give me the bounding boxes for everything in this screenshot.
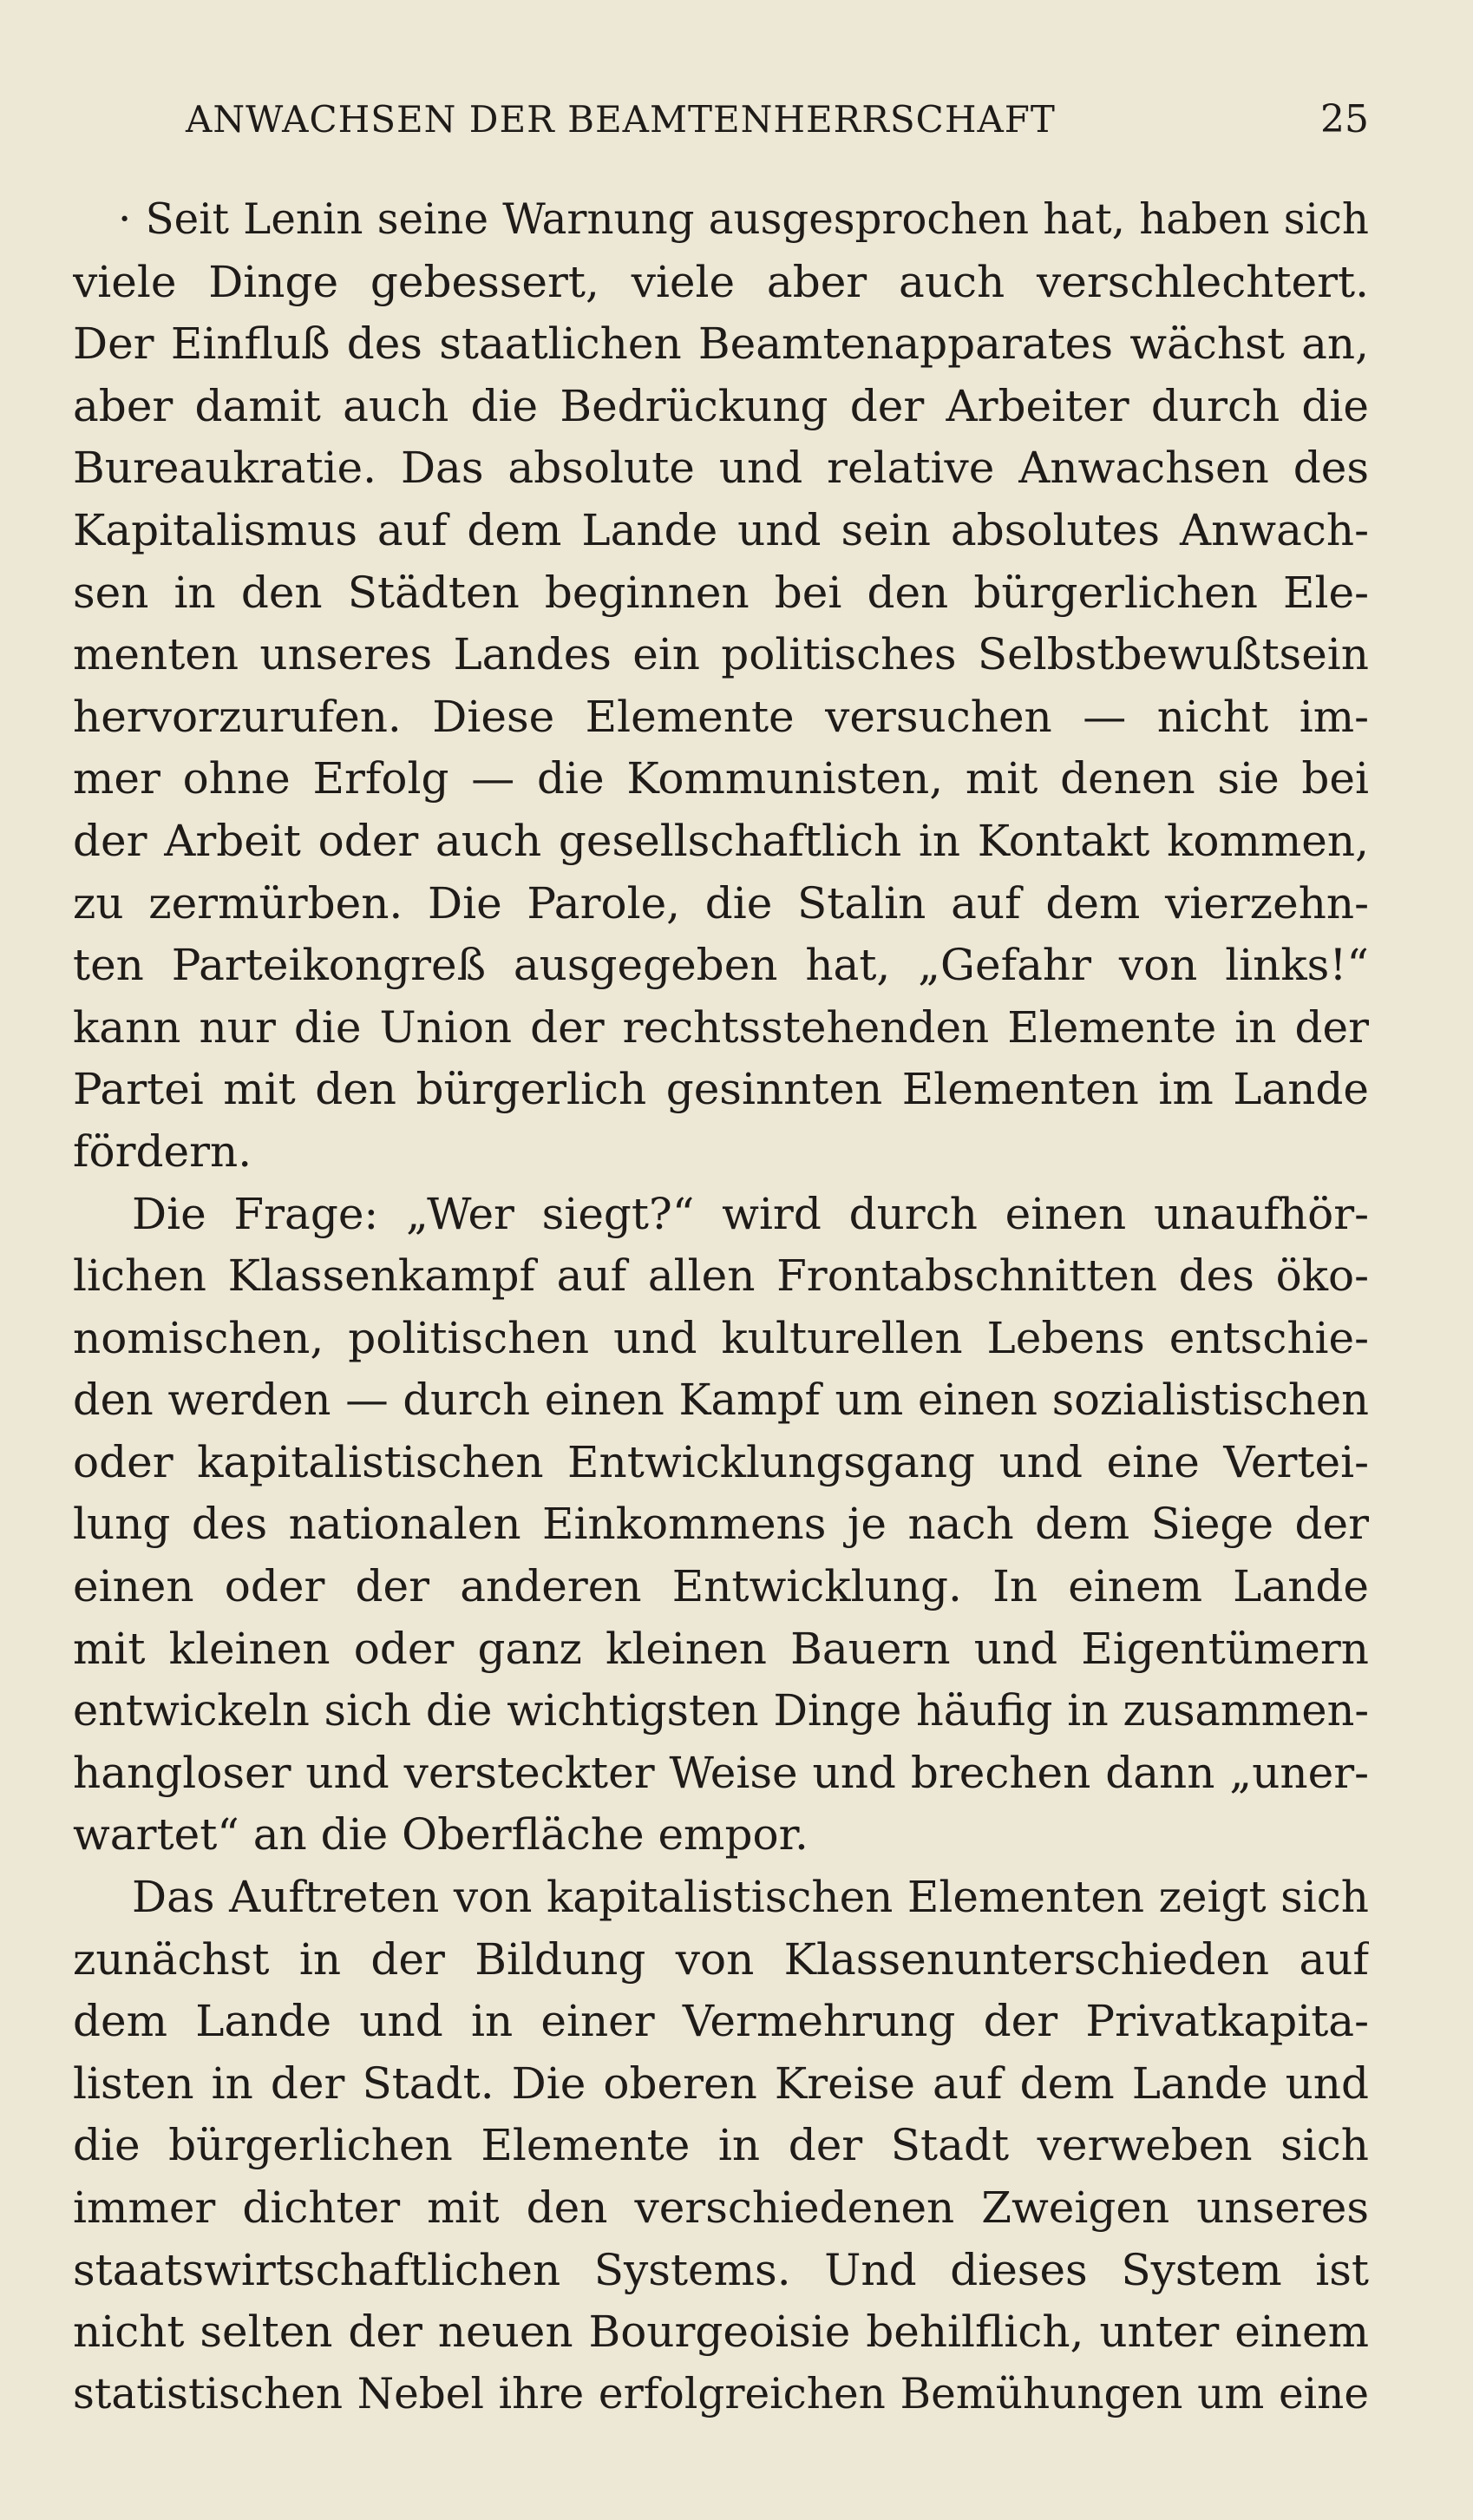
running-title: ANWACHSEN DER BEAMTENHERRSCHAFT (186, 98, 1056, 141)
text-line: der Arbeit oder auch gesellschaftlich in Kontakt kommen, (73, 815, 1369, 866)
text-line: oder kapitalistischen Entwicklungsgang und eine Vertei- (73, 1436, 1369, 1487)
body-text (73, 189, 1369, 2425)
text-line: entwickeln sich die wichtigsten Dinge häufig in zusammen- (73, 1685, 1369, 1736)
text-line: Die Frage: „Wer siegt?“ wird durch einen unaufhör- (132, 1188, 1369, 1239)
text-line: sen in den Städten beginnen bei den bürgerlichen Ele- (73, 567, 1369, 618)
text-line: staatswirtschaftlichen Systems. Und dieses System ist (73, 2244, 1369, 2295)
text-line: lung des nationalen Einkommens je nach dem Siege der (73, 1499, 1369, 1550)
text-line: Bureaukratie. Das absolute und relative Anwachsen des (73, 443, 1369, 494)
text-line: kann nur die Union der rechtsstehenden Elemente in der (73, 1001, 1369, 1053)
text-line: ten Parteikongreß ausgegeben hat, „Gefahr von links!“ (73, 940, 1369, 991)
text-line: menten unseres Landes ein politisches Selbstbewußtsein (73, 629, 1369, 680)
text-line: viele Dinge gebessert, viele aber auch verschlechtert. (73, 256, 1369, 307)
text-line: mer ohne Erfolg — die Kommunisten, mit denen sie bei (73, 753, 1369, 804)
text-line: zunächst in der Bildung von Klassenunterschieden auf (73, 1933, 1369, 1985)
text-line: · Seit Lenin seine Warnung ausgesprochen hat, haben sich (118, 195, 1369, 244)
text-line: statistischen Nebel ihre erfolgreichen Bemühungen um eine (73, 2369, 1369, 2418)
text-line: mit kleinen oder ganz kleinen Bauern und Eigentümern (73, 1623, 1369, 1674)
text-line: wartet“ an die Oberfläche empor. (73, 1809, 809, 1860)
text-line: einen oder der anderen Entwicklung. In einem Lande (73, 1561, 1369, 1612)
text-line: aber damit auch die Bedrückung der Arbeiter durch die (73, 380, 1369, 431)
text-line: fördern. (73, 1125, 252, 1177)
text-line: den werden — durch einen Kampf um einen sozialistischen (73, 1375, 1369, 1426)
text-line: listen in der Stadt. Die oberen Kreise auf dem Lande und (73, 2057, 1369, 2109)
text-line: Kapitalismus auf dem Lande und sein absolutes Anwach- (73, 504, 1369, 555)
text-line: lichen Klassenkampf auf allen Frontabschnitten des öko- (73, 1250, 1369, 1302)
text-line: immer dichter mit den verschiedenen Zweigen unseres (73, 2182, 1369, 2233)
text-line: nomischen, politischen und kulturellen Lebens entschie- (73, 1312, 1369, 1363)
text-line: dem Lande und in einer Vermehrung der Privatkapita- (73, 1996, 1369, 2047)
text-line: die bürgerlichen Elemente in der Stadt verweben sich (73, 2120, 1369, 2171)
text-line: hervorzurufen. Diese Elemente versuchen — nicht im- (73, 691, 1369, 742)
running-header (73, 94, 1369, 146)
text-line: Partei mit den bürgerlich gesinnten Elementen im Lande (73, 1064, 1369, 1115)
text-line: hangloser und versteckter Weise und brechen dann „uner- (73, 1747, 1369, 1798)
text-line: Der Einfluß des staatlichen Beamtenapparates wächst an, (73, 318, 1369, 370)
text-line: zu zermürben. Die Parole, die Stalin auf dem vierzehn- (73, 877, 1369, 929)
text-line: nicht selten der neuen Bourgeoisie behilflich, unter einem (73, 2307, 1369, 2358)
page-number: 25 (1320, 97, 1369, 141)
text-line: Das Auftreten von kapitalistischen Elementen zeigt sich (132, 1872, 1369, 1923)
